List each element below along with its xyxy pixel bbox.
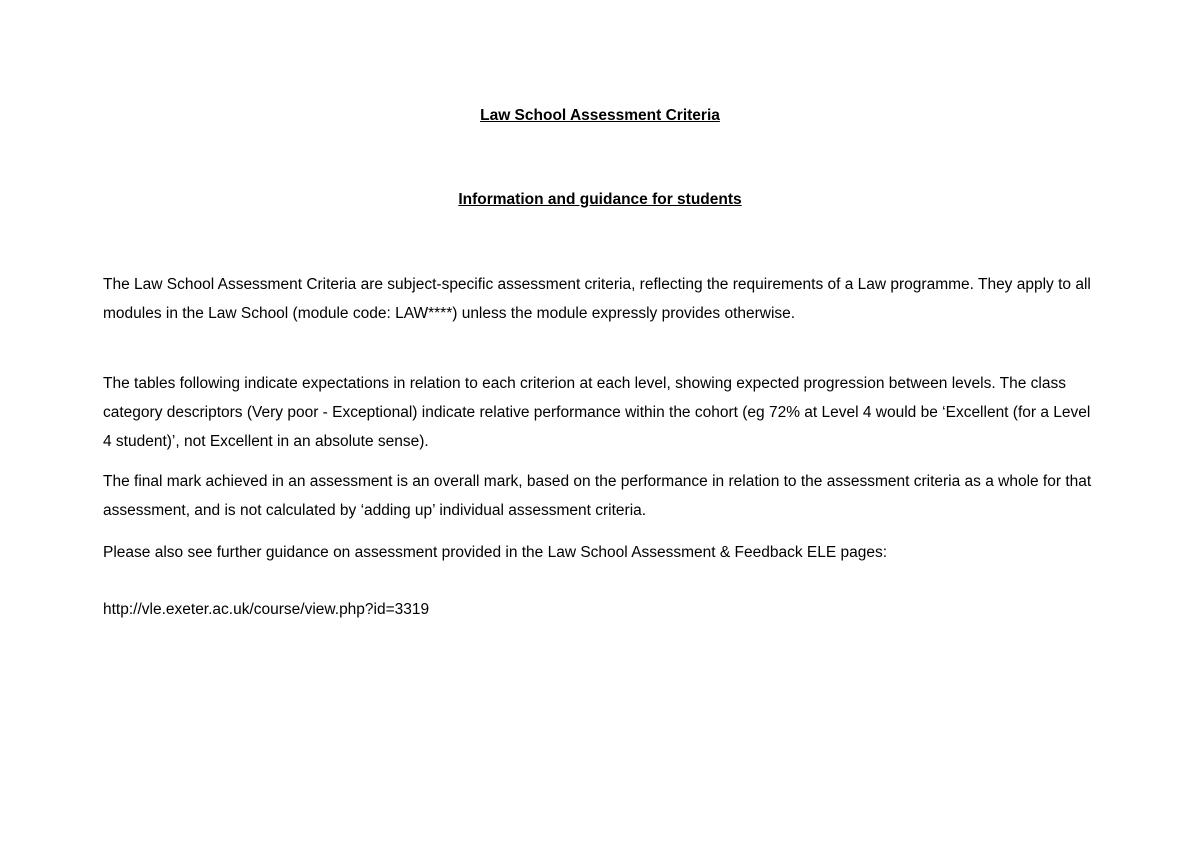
ele-link[interactable]: http://vle.exeter.ac.uk/course/view.php?id=3319 — [103, 601, 430, 618]
paragraph-final-mark: The final mark achieved in an assessment is an overall mark, based on the performance in relation to the assessment criteria as a whole for that assessment, and is not calculated by ‘adding up’ individual assessment criteria. — [103, 473, 1092, 519]
page-subtitle: Information and guidance for students — [458, 191, 742, 208]
paragraph-intro: The Law School Assessment Criteria are subject-specific assessment criteria, reflecting the requirements of a Law programme. They apply to all modules in the Law School (module code: LAW****) unless the module expressly provides otherwise. — [103, 276, 1091, 322]
paragraph-tables: The tables following indicate expectations in relation to each criterion at each level, showing expected progression between levels. The class category descriptors (Very poor - Exceptional) indicate relative performance within the cohort (eg 72% at Level 4 would be ‘Excellent (for a Level 4 student)’, not Excellent in an absolute sense). — [103, 375, 1091, 450]
page-title: Law School Assessment Criteria — [480, 107, 720, 124]
paragraph-further-guidance: Please also see further guidance on assessment provided in the Law School Assessment & Feedback ELE pages: — [103, 544, 888, 561]
